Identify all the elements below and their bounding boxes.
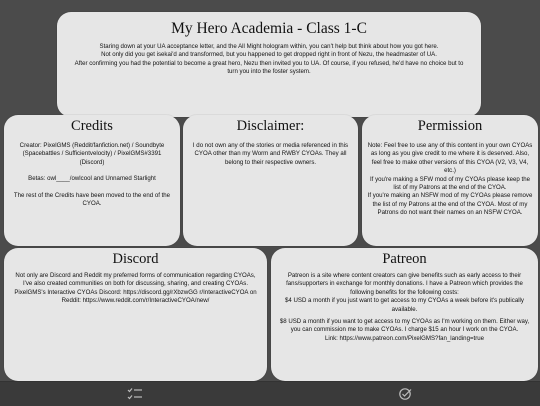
permission-sfw: If you're making a SFW mod of my CYOAs please keep the list of my Patrons at the end of the CYOA. bbox=[369, 175, 530, 192]
discord-title: Discord bbox=[112, 251, 159, 267]
patreon-title: Patreon bbox=[382, 251, 427, 267]
check-circle-icon[interactable] bbox=[398, 387, 414, 401]
patreon-intro: Patreon is a site where content creators can give benefits such as early access to their fans/supporters in exchange for monthly donations. I have a Patreon which provides the following benefits for the following costs: bbox=[286, 272, 523, 296]
intro-card bbox=[57, 12, 481, 117]
disclaimer-text: I do not own any of the stories or media referenced in this CYOA other than my Worm and RWBY CYOAs. They all belong to their respective owners. bbox=[192, 142, 349, 166]
disclaimer-card bbox=[183, 115, 358, 246]
intro-title: My Hero Academia - Class 1-C bbox=[171, 20, 367, 37]
intro-paragraph-2: Not only did you get isekai'd and transformed, but you happened to get dropped right in front of Nezu, the headmaster of UA. bbox=[101, 51, 437, 59]
patreon-link[interactable]: Link: https://www.patreon.com/PixelGMS?fan_landing=true bbox=[324, 334, 485, 342]
credits-creator: Creator: PixelGMS (Reddit/fanfiction.net) / Soundbyte (Spacebattles / Sufficientvelocity) / PixelGMS#3391 (Discord) bbox=[19, 142, 165, 166]
discord-card bbox=[4, 248, 267, 381]
permission-note: Note: Feel free to use any of this content in your own CYOAs as long as you give credit to me where it is deserved. Also, feel free to make other versions of this CYOA (V2, V3, V4, etc.) bbox=[367, 142, 533, 175]
permission-title: Permission bbox=[417, 118, 483, 134]
intro-paragraph-3: After confirming you had the potential to become a great hero, Nezu then invited you to UA. Of course, if you refused, he'd have no choice but to turn you into the foster system. bbox=[74, 59, 464, 76]
intro-paragraph-1: Staring down at your UA acceptance letter, and the All Might hologram within, you can't help but think about how you got here. bbox=[99, 43, 439, 50]
discord-links: PixelGMS's Interactive CYOAs Discord: https://discord.gg/rXbzwGG r/InteractiveCYOA on Reddit: https://www.reddit.com/r/InteractiveCYOA/new/ bbox=[14, 288, 257, 305]
bottom-toolbar bbox=[0, 381, 540, 406]
patreon-tier-8: $8 USD a month if you want to get access to my CYOAs as I'm working on them. Either way, you can commission me to make CYOAs. I charge $15 an hour I work on the CYOA. bbox=[279, 318, 530, 334]
disclaimer-title: Disclaimer: bbox=[236, 118, 305, 134]
patreon-tier-4: $4 USD a month if you just want to get access to my CYOAs a week before it's publically available. bbox=[285, 297, 524, 313]
permission-nsfw: If you're making an NSFW mod of my CYOAs please remove the list of my Patrons at the end of the CYOA. Most of my Patrons do not want their names on an NSFW CYOA. bbox=[367, 192, 533, 217]
permission-card bbox=[362, 115, 538, 246]
credits-card bbox=[4, 115, 180, 246]
patreon-card bbox=[271, 248, 538, 381]
credits-title: Credits bbox=[71, 118, 113, 134]
discord-text: Not only are Discord and Reddit my preferred forms of communication regarding CYOAs, I've also created communities on both for discussing, sharing, and creating CYOAs. bbox=[15, 272, 256, 288]
credits-rest: The rest of the Credits have been moved to the end of the CYOA. bbox=[13, 191, 171, 208]
credits-betas: Betas: owl____/owlcool and Unnamed Starlight bbox=[28, 175, 156, 183]
checklist-icon[interactable] bbox=[127, 387, 143, 401]
